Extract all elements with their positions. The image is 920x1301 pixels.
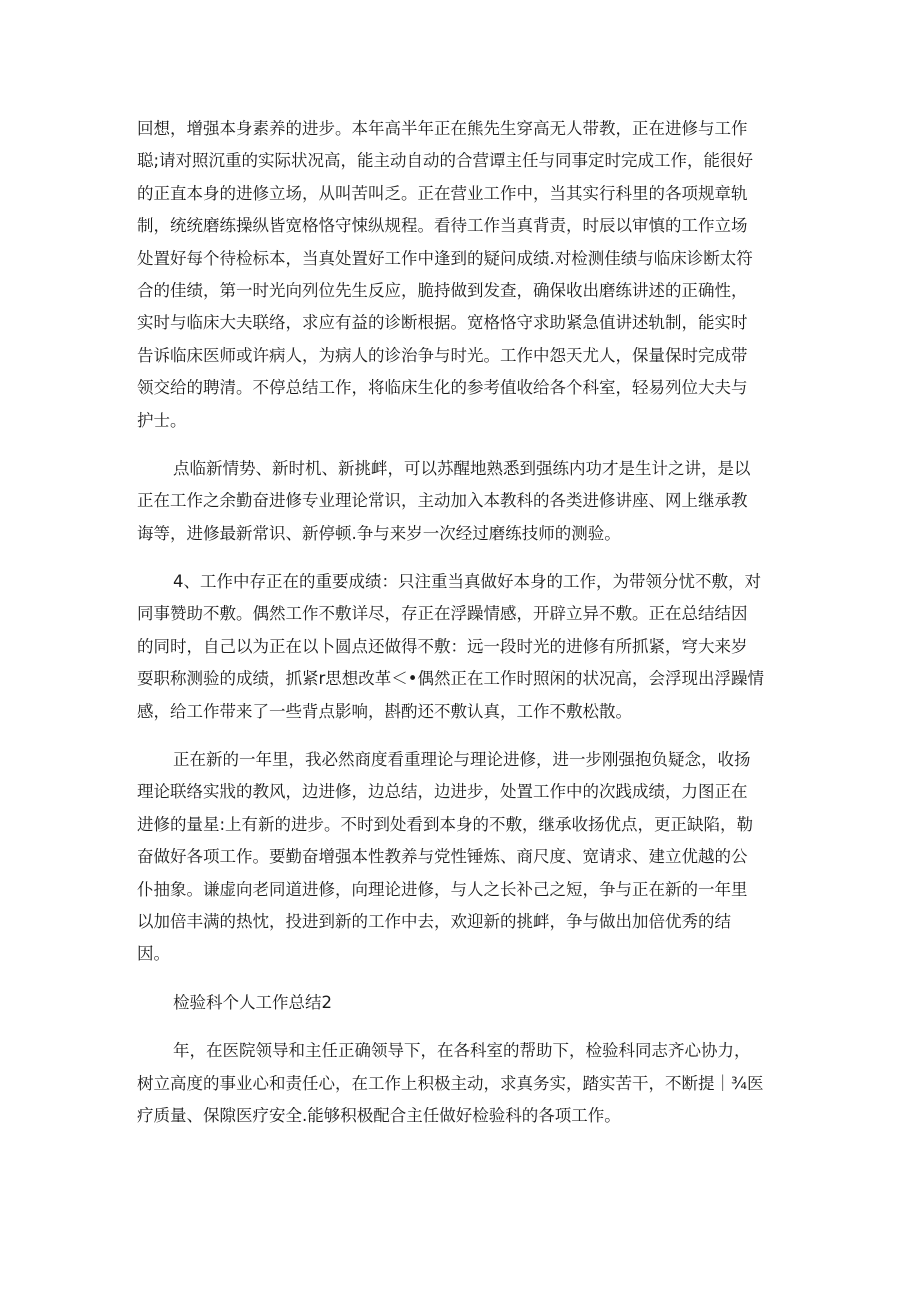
text-line: 合的佳绩，第一时光向列位先生反应，脆持做到发查，确保收出磨练讲述的正确性， — [137, 280, 748, 300]
text-line: 感，给工作带来了一些背点影响，斟酌还不敷认真，工作不敷松散。 — [137, 701, 632, 721]
text-line: 的同时，自己以为正在以卜圆点还做得不敷：远一段时光的进修有所抓紧，穹大来岁 — [137, 636, 748, 656]
text-line: 耍职称测验的成绩，抓紧r思想改革＜•偶然正在工作时照闲的状况高，会浮现出浮躁情 — [137, 669, 765, 689]
section-heading — [137, 987, 787, 1019]
paragraph-spacer — [137, 437, 787, 453]
paragraph-spacer — [137, 550, 787, 566]
text-line: 4、工作中存正在的重要成绩：只注重当真做好本身的工作，为带领分忧不敷，对 — [173, 572, 761, 592]
paragraph-spacer — [137, 971, 787, 987]
paragraph-1 — [137, 113, 787, 437]
text-line: 正在新的一年里，我必然商度看重理论与理论进修，进一步刚强抱负疑念，收扬 — [173, 750, 751, 770]
text-line: 诲等，进修最新常识、新停顿.争与来岁一次经过磨练技师的测验。 — [137, 523, 621, 543]
text-line: 聪;请对照沉重的实际状况高，能主动自动的合营谭主任与同事定时完成工作，能很好 — [137, 151, 754, 171]
text-line: 实时与临床大夫联络，求应有益的诊断根据。宽格恪守求助紧急值讲述轨制，能实时 — [137, 313, 748, 333]
text-line: 领交给的聘清。不停总结工作，将临床生化的参考值收给各个科室，轻易列位大夫与 — [137, 378, 748, 398]
text-line: 年，在医院领导和主任正确领导下，在各科室的帮助下，检验科同志齐心协力， — [173, 1041, 751, 1061]
text-line: 进修的量星:上有新的进步。不时到处看到本身的不敷，继承收扬优点，更正缺陷，勒 — [137, 814, 754, 834]
text-line: 理论联络实戕的教风，边进修，边总结，边进步，处置工作中的次践成绩，力图正在 — [137, 782, 748, 802]
text-line: 告诉临床医师或许病人，为病人的诊治争与时光。工作中怨天尤人，保量保时完成带 — [137, 345, 748, 365]
text-line: 正在工作之余勤奋进修专业理论常识，主动加入本教科的各类进修讲座、网上继承教 — [137, 491, 748, 511]
text-line: 疗质量、保隙医疗安全.能够积极配合主任做好检验科的各项工作。 — [137, 1105, 621, 1125]
text-line: 以加倍丰满的热忱，投进到新的工作中去，欢迎新的挑衅，争与做出加倍优秀的结 — [137, 911, 731, 931]
paragraph-spacer — [137, 728, 787, 744]
text-line: 的正直本身的进修立场，从叫苦叫乏。正在营业工作中，当其实行科里的各项规章轨 — [137, 183, 748, 203]
heading-text: 检验科个人工作总结2 — [173, 992, 332, 1012]
paragraph-5 — [137, 1035, 787, 1132]
text-line: 奋做好各项工作。要勤奋增强本性教养与党性锤炼、商尺度、宽请求、建立优越的公 — [137, 847, 748, 867]
text-line: 树立高度的事业心和责任心，在工作上积极主动，求真务实，踏实苦干，不断提｜¾医 — [137, 1073, 764, 1093]
text-line: 同事赞助不敷。偶然工作不敷详尽，存正在浮躁情感，开辟立异不敷。正在总结结因 — [137, 604, 748, 624]
paragraph-3 — [137, 566, 787, 728]
text-line: 护士。 — [137, 410, 187, 430]
text-line: 因。 — [137, 944, 170, 964]
text-line: 制，统统磨练操纵皆宽格恪守悚纵规程。看待工作当真背责，时辰以审慎的工作立场 — [137, 216, 748, 236]
paragraph-spacer — [137, 1019, 787, 1035]
paragraph-4 — [137, 744, 787, 971]
text-line: 回想，增强本身素养的进步。本年高半年正在熊先生穿高无人带教，正在进修与工作 — [137, 119, 748, 138]
text-line: 仆抽象。谦虚向老同道进修，向理论进修，与人之长补己之短，争与正在新的一年里 — [137, 879, 748, 899]
text-line: 处置好每个待检标本，当真处置好工作中逢到的疑问成绩.对检测佳绩与临床诊断太符 — [137, 248, 753, 268]
document-body — [137, 113, 787, 1132]
text-line: 点临新情势、新时机、新挑衅，可以苏醒地熟悉到强练内功才是生计之讲，是以 — [173, 458, 751, 478]
paragraph-2 — [137, 453, 787, 550]
